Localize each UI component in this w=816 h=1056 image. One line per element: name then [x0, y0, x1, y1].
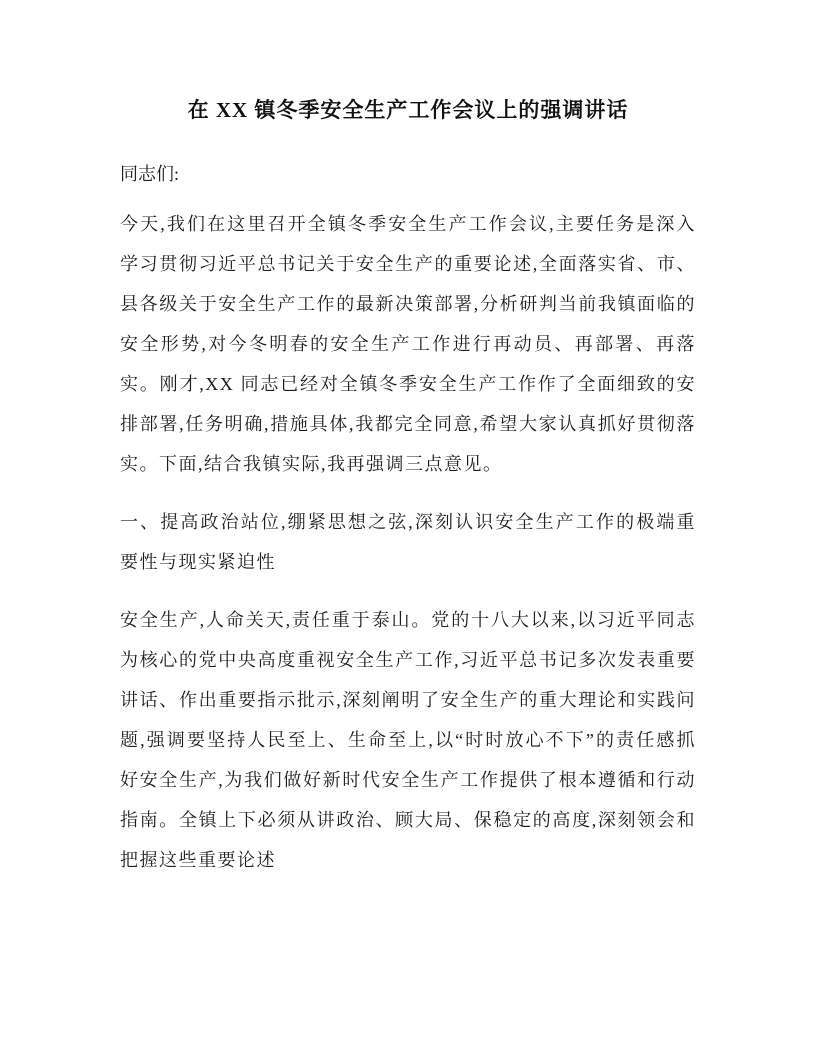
section-heading-1: 一、提高政治站位,绷紧思想之弦,深刻认识安全生产工作的极端重要性与现实紧迫性	[120, 512, 696, 572]
document-title: 在 XX 镇冬季安全生产工作会议上的强调讲话	[187, 98, 629, 122]
paragraph-section-1-body: 安全生产,人命关天,责任重于泰山。党的十八大以来,以习近平同志为核心的党中央高度重视安全生产工作,习近平总书记多次发表重要讲话、作出重要指示批示,深刻阐明了安全生产的重大理论和实践问题,强调要坚持人民至上、生命至上,以“时时放心不下”的责任感抓好安全生产,为我们做好新时代安全生产工作提供了根本遵循和行动指南。全镇上下必须从讲政治、顾大局、保稳定的高度,深刻领会和把握这些重要论述	[120, 610, 696, 870]
salutation: 同志们:	[120, 164, 180, 184]
paragraph-intro: 今天,我们在这里召开全镇冬季安全生产工作会议,主要任务是深入学习贯彻习近平总书记关于安全生产的重要论述,全面落实省、市、县各级关于安全生产工作的最新决策部署,分析研判当前我镇面临的安全形势,对今冬明春的安全生产工作进行再动员、再部署、再落实。刚才,XX 同志已经对全镇冬季安全生产工作作了全面细致的安排部署,任务明确,措施具体,我都完全同意,希望大家认真抓好贯彻落实。下面,结合我镇实际,我再强调三点意见。	[120, 214, 696, 474]
